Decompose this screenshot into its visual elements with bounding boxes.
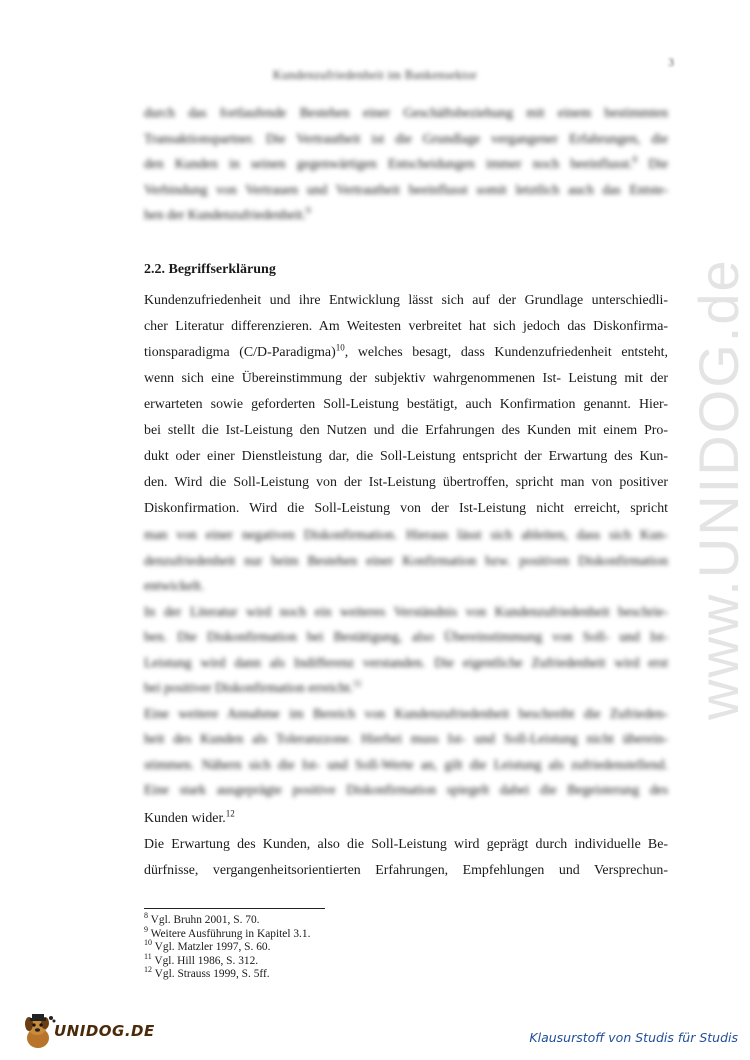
footnote: $^{12}$ Vgl. Strauss 1999, S. 5ff.: [144, 965, 270, 981]
text-line: den Kunden in seinen gegenwärtigen Entscheidungen immer noch beeinflusst.$^8$ Die: [144, 154, 669, 171]
footnote-separator: [144, 908, 325, 909]
text-line: cher Literatur differenzieren. Am Weitesten verbreitet hat sich jedoch das Diskonfirma-: [144, 319, 668, 334]
dog-mascot-icon: [22, 1012, 56, 1052]
text-line: heit des Kunden als Toleranzzone. Hierbei muss Ist- und Soll-Leistung nicht überein-: [144, 731, 668, 746]
text-line: man von einer negativen Diskonfirmation. Hieraus lässt sich ableiten, dass sich Kun-: [144, 527, 668, 542]
text-line: hen der Kundenzufriedenheit.$^9$: [144, 205, 311, 222]
tagline: Klausurstoff von Studis für Studis: [529, 1030, 738, 1045]
text-line: Diskonfirmation. Wird die Soll-Leistung von der Ist-Leistung nicht erreicht, spricht: [144, 501, 668, 516]
text-line: Eine stark ausgeprägte positive Diskonfirmation spiegelt dabei die Begeisterung des: [144, 782, 668, 797]
text-line: entwickelt.: [144, 578, 205, 593]
running-head: Kundenzufriedenheit im Bankensektor: [272, 68, 478, 82]
footnote: $^{11}$ Vgl. Hill 1986, S. 312.: [144, 951, 259, 967]
footnotes: [144, 911, 311, 982]
text-line: tionsparadigma (C/D-Paradigma)$^{10}$, welches besagt, dass Kundenzufriedenheit entsteht,: [144, 342, 668, 360]
text-line: ben. Die Diskonfirmation bei Bestätigung, also Übereinstimmung von Soll- und Ist-: [144, 629, 668, 644]
text-line: dürfnisse, vergangenheitsorientierten Erfahrungen, Empfehlungen und Versprechun-: [144, 863, 668, 878]
text-line: Verbindung von Vertrauen und Vertrautheit beeinflusst somit letztlich auch das Entste-: [144, 181, 668, 197]
footnote: $^9$ Weitere Ausführung in Kapitel 3.1.: [144, 924, 311, 940]
text-line: Kundenzufriedenheit und ihre Entwicklung lässt sich auf der Grundlage unterschiedli-: [144, 293, 668, 308]
footnote: $^{10}$ Vgl. Matzler 1997, S. 60.: [144, 938, 271, 954]
footnote: $^8$ Vgl. Bruhn 2001, S. 70.: [144, 911, 260, 926]
text-line: bei positiver Diskonfirmation erreicht.$^{11}$: [144, 678, 362, 695]
text-line: In der Literatur wird noch ein weiteres Verständnis von Kundenzufriedenheit beschrie-: [144, 603, 668, 619]
unidog-logo[interactable]: [22, 1012, 162, 1052]
text-line: stimmen. Nähern sich die Ist- und Soll-Werte an, gilt die Leistung als zufriedenstellend.: [144, 756, 668, 772]
text-line: erwarteten sowie geforderten Soll-Leistung bestätigt, auch Konfirmation genannt. Hier-: [144, 397, 668, 412]
text-line: den. Wird die Soll-Leistung von der Ist-Leistung übertroffen, spricht man von positiver: [144, 475, 668, 490]
body-paragraph: [144, 288, 668, 522]
text-line: Transaktionspartner. Die Vertrautheit ist die Grundlage vergangener Erfahrungen, die: [144, 130, 668, 146]
text-line: Kunden wider.$^{12}$: [144, 808, 235, 826]
text-line: Leistung wird dann als Indifferenz verstanden. Die eigentliche Zufriedenheit wird erst: [144, 654, 668, 670]
body-paragraph-bottom: [144, 806, 668, 884]
text-line: Eine weitere Annahme im Bereich von Kundenzufriedenheit beschreibt die Zufrieden-: [144, 705, 668, 721]
blurred-paragraph-middle: [144, 522, 668, 803]
text-line: Die Erwartung des Kunden, also die Soll-Leistung wird geprägt durch individuelle Be-: [144, 837, 668, 852]
page-number: 3: [668, 55, 674, 69]
text-line: bei stellt die Ist-Leistung den Nutzen und die Erfahrungen des Kunden mit einem Pro-: [144, 423, 668, 438]
footnote-ref: 12: [225, 808, 235, 819]
watermark: www.UNIDOG.de: [687, 258, 750, 720]
text-line: denzufriedenheit nur beim Bestehen einer Konfirmation bzw. positiven Diskonfirmation: [144, 552, 668, 568]
text-line: wenn sich eine Übereinstimmung der subjektiv wahrgenommenen Ist- Leistung mit der: [144, 371, 668, 386]
text-line: durch das fortlaufende Bestehen einer Geschäftsbeziehung mit einem bestimmten: [144, 105, 668, 120]
text-line: dukt oder einer Dienstleistung dar, die Soll-Leistung entspricht der Erwartung des Kun-: [144, 449, 668, 464]
footnote-ref: 10: [335, 342, 345, 353]
logo-text: UNIDOG.DE: [54, 1022, 155, 1040]
section-heading: 2.2. Begriffserklärung: [144, 262, 276, 277]
blurred-paragraph-top: [144, 100, 668, 228]
